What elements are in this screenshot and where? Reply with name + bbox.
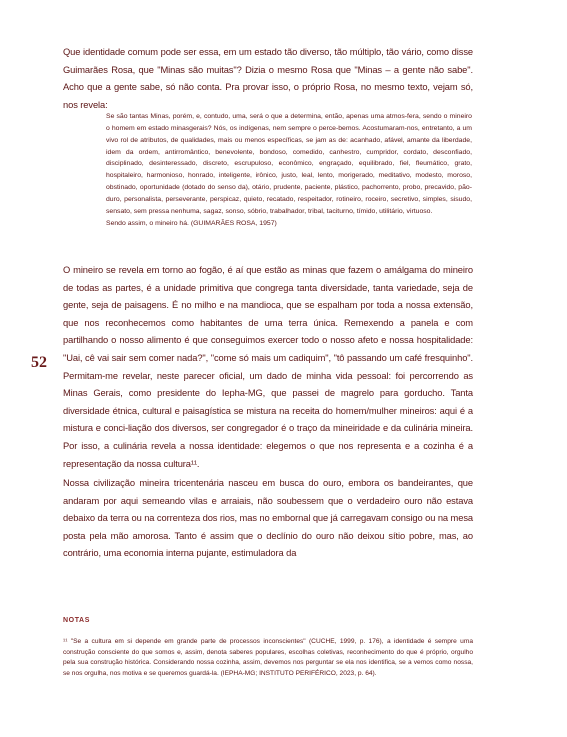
notes-heading: NOTAS bbox=[63, 617, 90, 624]
paragraph-intro: Que identidade comum pode ser essa, em um estado tão diverso, tão múltiplo, tão vário, como disse Guimarães Rosa, que "Minas são muitas"? Dizia o mesmo Rosa que "Minas – a gente não sabe". Acho que a gente sabe, só não conta. Pra provar isso, o próprio Rosa, no mesmo texto, vejam só, nos revela: bbox=[63, 47, 473, 110]
paragraph-civilizacao: Nossa civilização mineira tricentenária nasceu em busca do ouro, embora os bandeirantes, que andaram por aqui semeando vilas e arraiais, não soubessem que o verdadeiro ouro não estava debaixo da terra ou na correnteza dos rios, mas no embornal que já carregavam consigo ou na mesa posta pela mão amorosa. Tanto é assim que o declínio do ouro não deixou sítio pobre, mas, ao contrário, uma economia interna pujante, estimuladora da bbox=[63, 478, 473, 559]
page-number: 52 bbox=[31, 354, 47, 371]
paragraph-mineiro: O mineiro se revela em torno ao fogão, é aí que estão as minas que fazem o amálgama do mineiro de todas as partes, é a unidade primitiva que congrega tanta diversidade, tanta variedade, seja de gente, seja de paisagens. É no milho e na mandioca, que se espalham por toda a nossa extensão, que nos reconhecemos como habitantes de uma terra única. Remexendo a panela e com partilhando o nosso alimento é que conseguimos exercer todo o nosso afeto e nossa hospitalidade: "Uai, cê vai sair sem comer nada?", "come só mais um cadiquim", "tô passando um café fresquinho". Permitam-me revelar, neste parecer oficial, um dado de minha vida pessoal: foi percorrendo as Minas Gerais, como presidente do Iepha-MG, que passei de magrelo para gorducho. Tanta diversidade étnica, cultural e paisagística se mistura na receita do homem/mulher mineiros: aqui é a mistura e conci-liação dos diversos, ser congregador é o traço da mineiridade e da culinária mineira. Por isso, a culinária revela a nossa identidade: elegemos o que nos representa e a cozinha é a representação da nossa cultura¹¹. bbox=[63, 265, 473, 469]
footnote-11: ¹¹ "Se a cultura em si depende em grande parte de processos inconscientes" (CUCHE, 1999, p. 176), a identidade é sempre uma construção consciente do que somos e, assim, denota saberes populares, escolhas coletivas, reconhecimento do que é próprio, orgulho pela sua construção histórica. Considerando nossa cozinha, assim, devemos nos perguntar se ela nos identifica, se a vemos como nossa, se nos orgulha, nos motiva e se queremos guardá-la. (IEPHA-MG; INSTITUTO PERIFÉRICO, 2023, p. 64). bbox=[63, 638, 473, 677]
block-quote bbox=[106, 111, 472, 229]
quote-text: Se são tantas Minas, porém, e, contudo, uma, será o que a determina, então, apenas uma atmos-fera, sendo o mineiro o homem em estado minasgerais? Nós, os indígenas, nem sempre o perce-bemos. Acostumaram-nos, entretanto, a um vivo rol de atributos, de qualidades, mais ou menos específicas, se jam as de: acanhado, afável, amante da liberdade, idem da ordem, antirromântico, benevolente, bondoso, comedido, canhestro, cumpridor, cordato, desconfiado, disciplinado, desinteressado, discreto, escrupuloso, econômico, engraçado, equilibrado, fiel, fleumático, grato, hospitaleiro, harmonioso, honrado, inteligente, irônico, justo, leal, lento, morigerado, meditativo, modesto, moroso, obstinado, oportunidade (dotado do senso da), otário, prudente, paciente, plástico, pachorrento, probo, precavido, pão-duro, personalista, perseverante, perspicaz, quieto, recatado, respeitador, rotineiro, roceiro, secretivo, simples, sisudo, sensato, sem pressa nenhuma, sagaz, sonso, sóbrio, trabalhador, tribal, taciturno, tímido, utilitário, virtuoso. bbox=[106, 113, 472, 215]
quote-source: Sendo assim, o mineiro há. (GUIMARÃES ROSA, 1957) bbox=[106, 219, 277, 227]
